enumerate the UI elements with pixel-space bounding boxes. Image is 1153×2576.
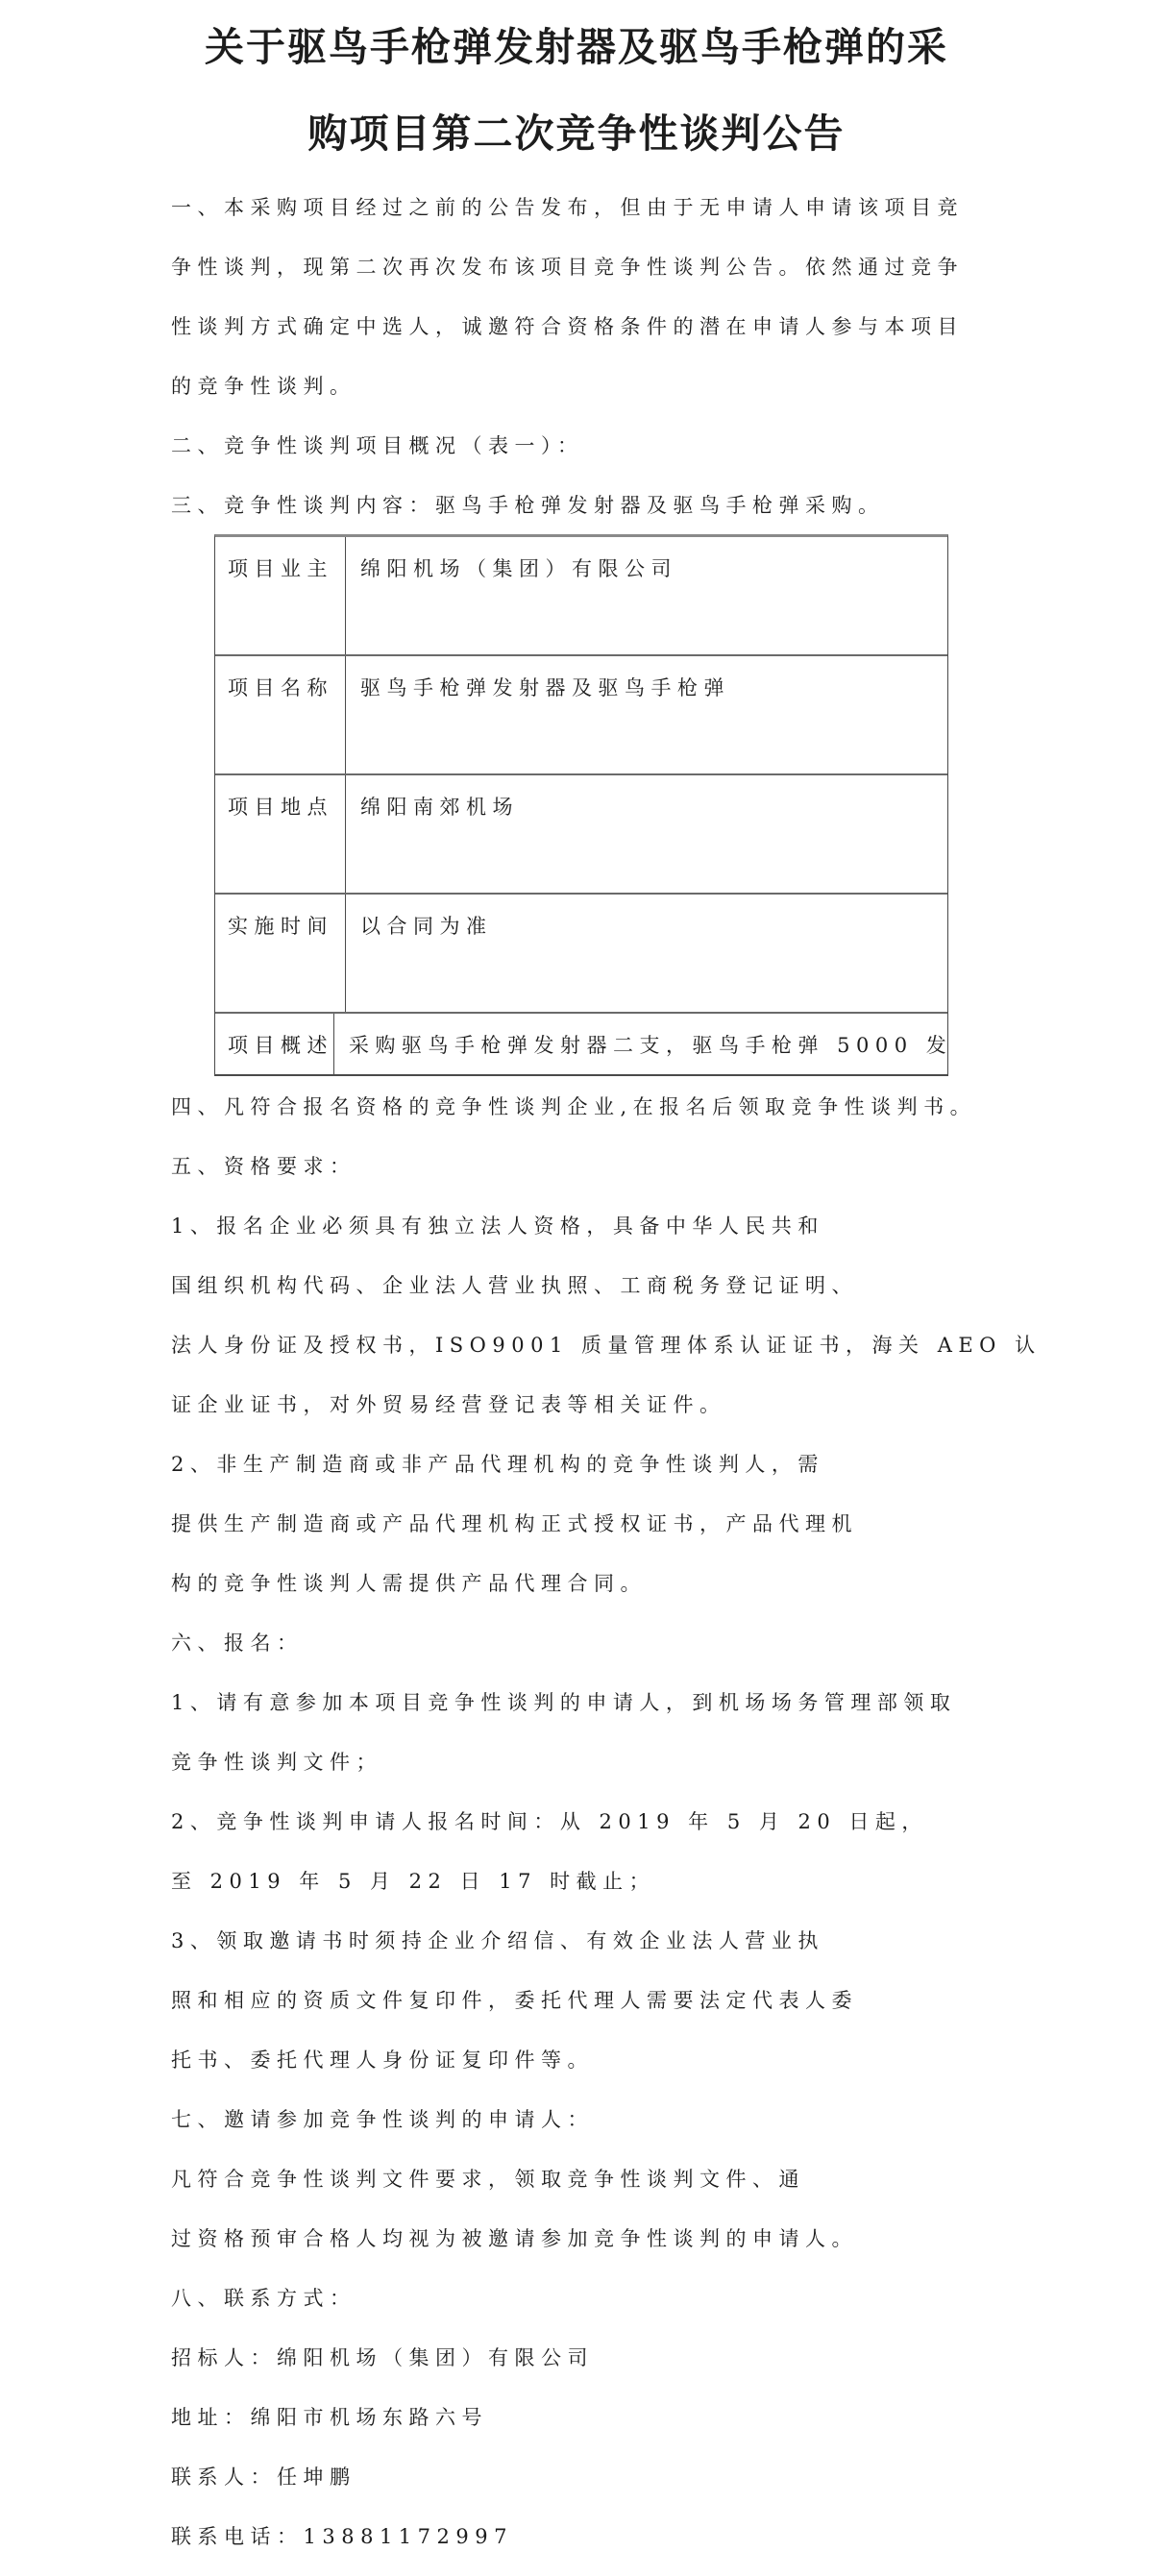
text-line: 联系人：任坤鹏: [171, 2466, 356, 2489]
text-line: 七、邀请参加竞争性谈判的申请人：: [171, 2108, 594, 2131]
text-line: 一、本采购项目经过之前的公告发布，但由于无申请人申请该项目竞: [171, 196, 964, 219]
text-line: 至 2019 年 5 月 22 日 17 时截止；: [171, 1870, 656, 1893]
body-paragraphs: [171, 1076, 1065, 2565]
text-line: 争性谈判，现第二次再次发布该项目竞争性谈判公告。依然通过竞争: [171, 256, 964, 279]
text-line: 三、竞争性谈判内容：驱鸟手枪弹发射器及驱鸟手枪弹采购。: [171, 494, 885, 517]
text-line: 五、资格要求：: [171, 1155, 356, 1178]
text-line: 国组织机构代码、企业法人营业执照、工商税务登记证明、: [171, 1274, 858, 1297]
project-overview-table: [214, 534, 953, 1076]
text-line: 凡符合竞争性谈判文件要求，领取竞争性谈判文件、通: [171, 2168, 805, 2191]
text-line: 1、请有意参加本项目竞争性谈判的申请人，到机场场务管理部领取: [171, 1691, 957, 1714]
text-line: 1、报名企业必须具有独立法人资格，具备中华人民共和: [171, 1214, 824, 1238]
text-line: 八、联系方式：: [171, 2287, 356, 2310]
table-row: [215, 1014, 953, 1074]
text-line: 照和相应的资质文件复印件，委托代理人需要法定代表人委: [171, 1989, 858, 2012]
row-label: 实施时间: [215, 895, 346, 1012]
table-row: [215, 656, 947, 775]
text-line: 性谈判方式确定中选人，诚邀符合资格条件的潜在申请人参与本项目: [171, 315, 964, 338]
row-value: 驱鸟手枪弹发射器及驱鸟手枪弹: [360, 676, 730, 699]
table-row: [215, 775, 947, 895]
table-row: [215, 895, 947, 1014]
row-value: 以合同为准: [360, 915, 493, 938]
text-line: 提供生产制造商或产品代理机构正式授权证书，产品代理机: [171, 1512, 858, 1535]
text-line: 证企业证书，对外贸易经营登记表等相关证件。: [171, 1393, 726, 1416]
row-label: 项目业主: [215, 537, 346, 654]
title-line-1: 关于驱鸟手枪弹发射器及驱鸟手枪弹的采: [205, 23, 948, 70]
text-line: 联系电话：13881172997: [171, 2525, 513, 2548]
text-line: 3、领取邀请书时须持企业介绍信、有效企业法人营业执: [171, 1929, 824, 1952]
row-label: 项目概述: [215, 1014, 334, 1074]
text-line: 托书、委托代理人身份证复印件等。: [171, 2049, 594, 2072]
text-line: 地址：绵阳市机场东路六号: [171, 2406, 488, 2429]
intro-paragraphs: [171, 177, 1065, 534]
document-title: [0, 0, 1153, 173]
text-line: 竞争性谈判文件；: [171, 1751, 382, 1774]
row-value: 采购驱鸟手枪弹发射器二支，驱鸟手枪弹 5000 发: [349, 1034, 953, 1057]
table-row: [215, 537, 947, 656]
text-line: 2、非生产制造商或非产品代理机构的竞争性谈判人，需: [171, 1453, 824, 1476]
text-line: 2、竞争性谈判申请人报名时间：从 2019 年 5 月 20 日起，: [171, 1810, 928, 1833]
text-line: 六、报名：: [171, 1631, 304, 1655]
text-line: 二、竞争性谈判项目概况（表一）：: [171, 434, 584, 457]
row-label: 项目地点: [215, 775, 346, 893]
text-line: 招标人：绵阳机场（集团）有限公司: [171, 2346, 594, 2369]
text-line: 过资格预审合格人均视为被邀请参加竞争性谈判的申请人。: [171, 2227, 858, 2250]
title-line-2: 购项目第二次竞争性谈判公告: [307, 110, 846, 157]
row-label: 项目名称: [215, 656, 346, 773]
text-line: 法人身份证及授权书，ISO9001 质量管理体系认证证书，海关 AEO 认: [171, 1334, 1042, 1357]
text-line: 四、凡符合报名资格的竞争性谈判企业,在报名后领取竞争性谈判书。: [171, 1095, 977, 1118]
text-line: 构的竞争性谈判人需提供产品代理合同。: [171, 1572, 647, 1595]
text-line: 的竞争性谈判。: [171, 375, 356, 398]
row-value: 绵阳机场（集团）有限公司: [360, 557, 677, 580]
row-value: 绵阳南郊机场: [360, 796, 519, 819]
